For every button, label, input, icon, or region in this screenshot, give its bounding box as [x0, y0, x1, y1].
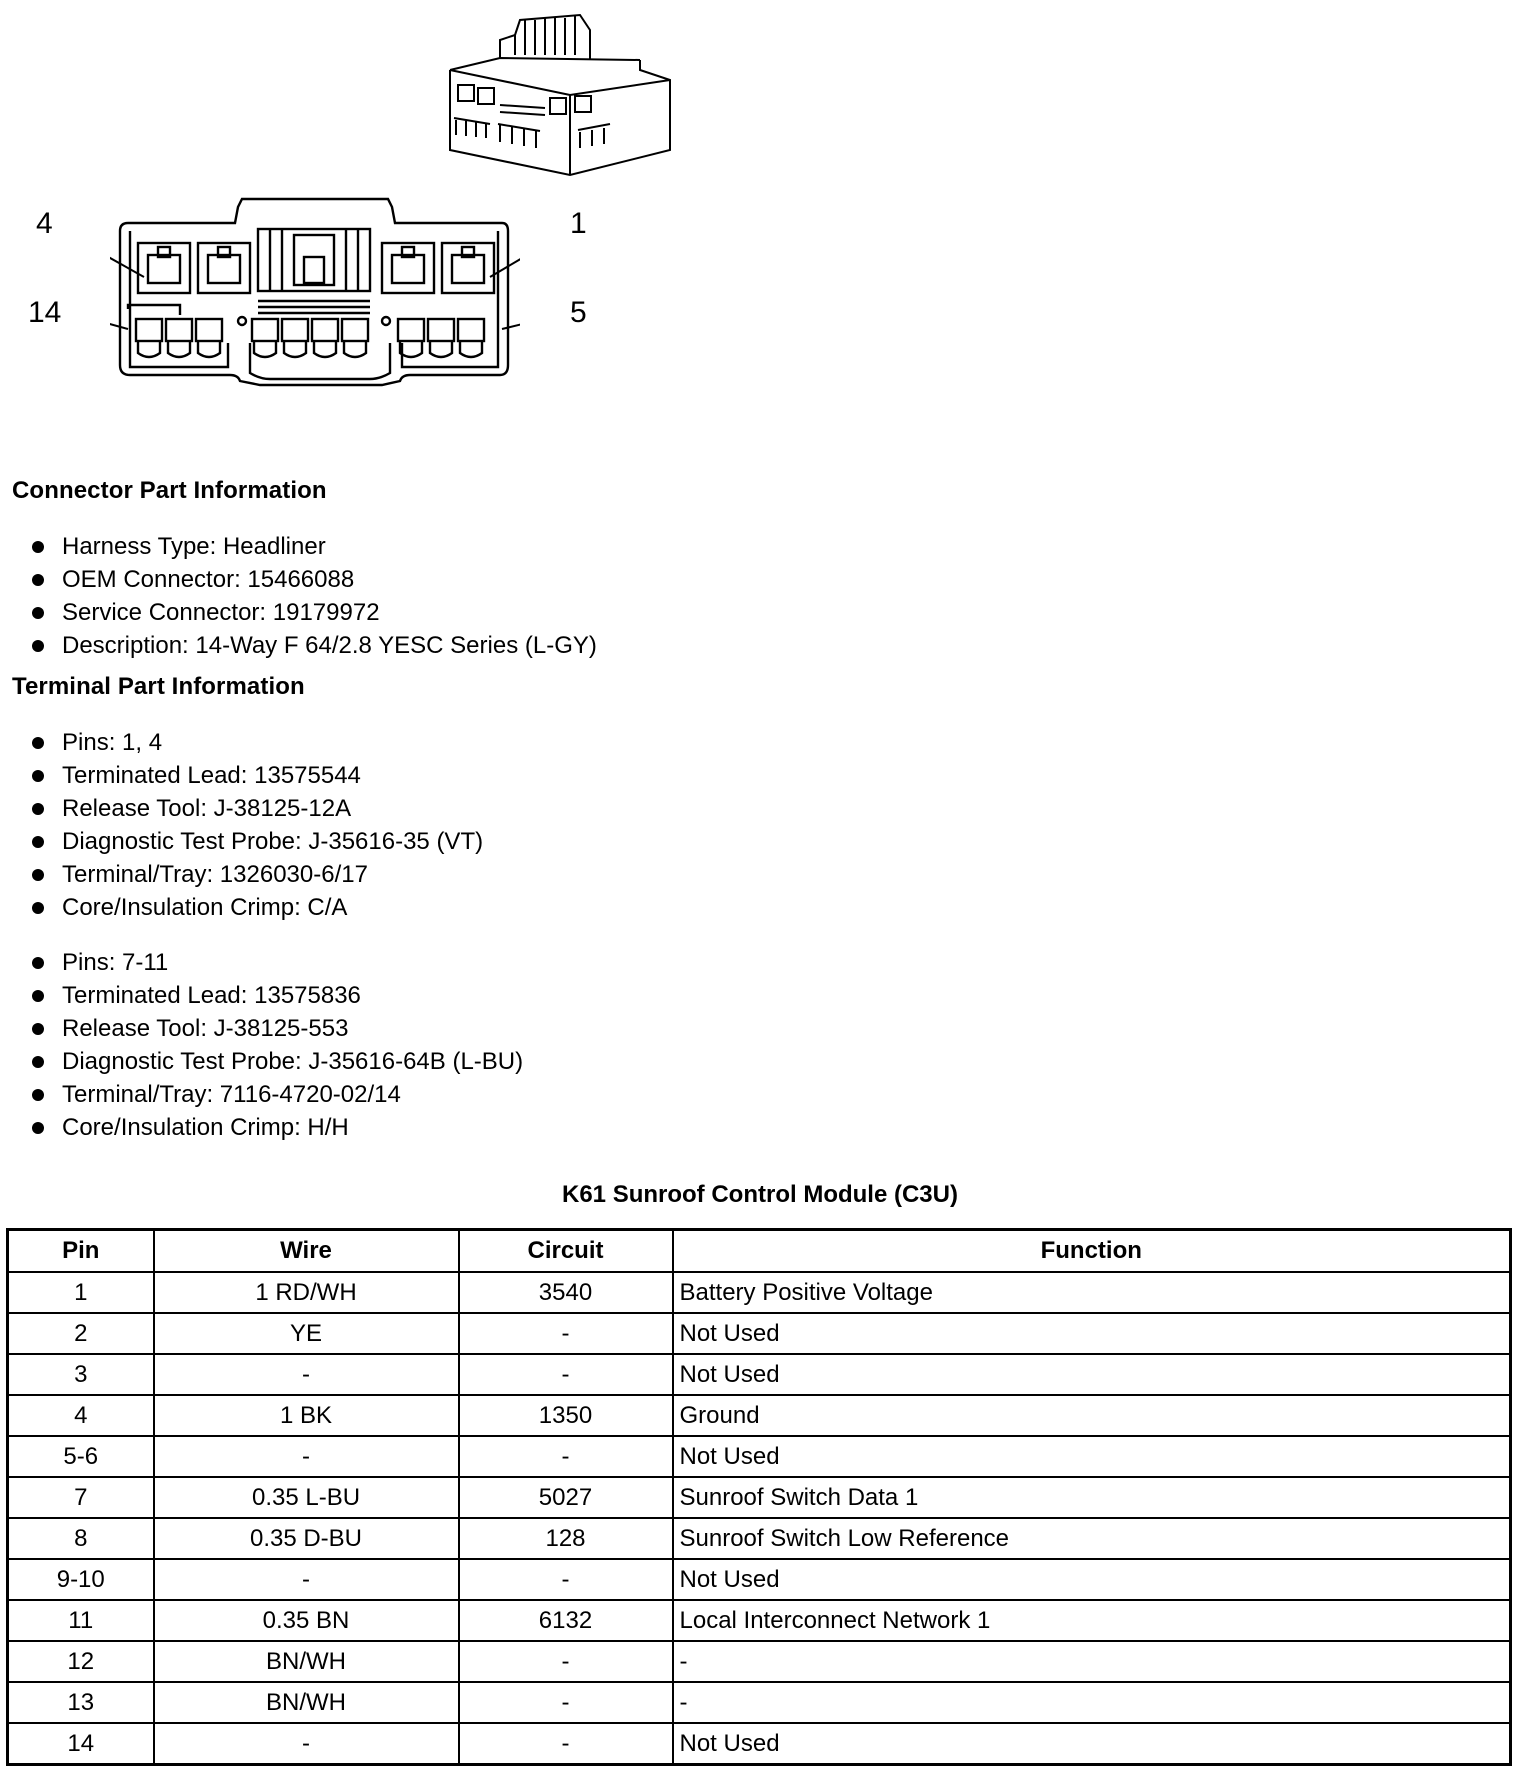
cell-wire: 1 RD/WH [154, 1272, 459, 1313]
table-row [8, 1682, 1511, 1723]
cell-wire: - [154, 1436, 459, 1477]
list-item: OEM Connector: 15466088 [30, 563, 597, 596]
table-row [8, 1272, 1511, 1313]
table-header-row [8, 1230, 1511, 1273]
cell-function: Sunroof Switch Data 1 [673, 1477, 1511, 1518]
cell-pin: 14 [8, 1723, 154, 1765]
table-row [8, 1600, 1511, 1641]
list-item: Service Connector: 19179972 [30, 596, 597, 629]
callout-pin-4: 4 [36, 207, 53, 240]
cell-function: Ground [673, 1395, 1511, 1436]
cell-function: Local Interconnect Network 1 [673, 1600, 1511, 1641]
table-row [8, 1395, 1511, 1436]
terminal-info-heading: Terminal Part Information [12, 673, 305, 700]
cell-circuit: - [459, 1313, 673, 1354]
cell-pin: 1 [8, 1272, 154, 1313]
list-item: Pins: 1, 4 [30, 726, 483, 759]
cell-function: Not Used [673, 1436, 1511, 1477]
cell-function: Sunroof Switch Low Reference [673, 1518, 1511, 1559]
cell-function: Not Used [673, 1354, 1511, 1395]
table-row [8, 1641, 1511, 1682]
column-header-circuit: Circuit [459, 1230, 673, 1273]
cell-pin: 8 [8, 1518, 154, 1559]
cell-circuit: - [459, 1436, 673, 1477]
column-header-pin: Pin [8, 1230, 154, 1273]
table-title: K61 Sunroof Control Module (C3U) [562, 1181, 958, 1208]
cell-function: Not Used [673, 1559, 1511, 1600]
terminal-info-list-1 [30, 726, 483, 924]
cell-circuit: 1350 [459, 1395, 673, 1436]
list-item: Release Tool: J-38125-553 [30, 1012, 523, 1045]
cell-function: - [673, 1641, 1511, 1682]
cell-wire: YE [154, 1313, 459, 1354]
cell-pin: 12 [8, 1641, 154, 1682]
pinout-table [6, 1228, 1512, 1766]
cell-wire: BN/WH [154, 1641, 459, 1682]
cell-pin: 7 [8, 1477, 154, 1518]
cell-function: Not Used [673, 1313, 1511, 1354]
cell-wire: - [154, 1559, 459, 1600]
cell-circuit: 128 [459, 1518, 673, 1559]
cell-pin: 4 [8, 1395, 154, 1436]
column-header-wire: Wire [154, 1230, 459, 1273]
cell-circuit: - [459, 1354, 673, 1395]
table-row [8, 1518, 1511, 1559]
connector-perspective-icon [440, 10, 680, 180]
list-item: Description: 14-Way F 64/2.8 YESC Series (L-GY) [30, 629, 597, 662]
cell-wire: 0.35 BN [154, 1600, 459, 1641]
cell-wire: - [154, 1354, 459, 1395]
list-item: Diagnostic Test Probe: J-35616-64B (L-BU) [30, 1045, 523, 1078]
cell-pin: 11 [8, 1600, 154, 1641]
list-item: Diagnostic Test Probe: J-35616-35 (VT) [30, 825, 483, 858]
cell-function: Not Used [673, 1723, 1511, 1765]
cell-circuit: - [459, 1559, 673, 1600]
cell-function: - [673, 1682, 1511, 1723]
cell-circuit: 3540 [459, 1272, 673, 1313]
cell-circuit: - [459, 1723, 673, 1765]
cell-pin: 2 [8, 1313, 154, 1354]
callout-pin-14: 14 [28, 296, 62, 329]
cell-pin: 3 [8, 1354, 154, 1395]
cell-circuit: 6132 [459, 1600, 673, 1641]
list-item: Terminal/Tray: 7116-4720-02/14 [30, 1078, 523, 1111]
list-item: Terminal/Tray: 1326030-6/17 [30, 858, 483, 891]
cell-pin: 13 [8, 1682, 154, 1723]
list-item: Release Tool: J-38125-12A [30, 792, 483, 825]
cell-wire: - [154, 1723, 459, 1765]
list-item: Terminated Lead: 13575544 [30, 759, 483, 792]
callout-pin-5: 5 [570, 296, 587, 329]
cell-circuit: - [459, 1682, 673, 1723]
table-row [8, 1313, 1511, 1354]
table-row [8, 1436, 1511, 1477]
list-item: Pins: 7-11 [30, 946, 523, 979]
callout-pin-1: 1 [570, 207, 587, 240]
column-header-function: Function [673, 1230, 1511, 1273]
cell-pin: 5-6 [8, 1436, 154, 1477]
cell-circuit: - [459, 1641, 673, 1682]
connector-info-heading: Connector Part Information [12, 477, 327, 504]
cell-pin: 9-10 [8, 1559, 154, 1600]
cell-wire: 0.35 L-BU [154, 1477, 459, 1518]
cell-function: Battery Positive Voltage [673, 1272, 1511, 1313]
terminal-info-list-2 [30, 946, 523, 1144]
list-item: Harness Type: Headliner [30, 530, 597, 563]
table-row [8, 1559, 1511, 1600]
cell-wire: 0.35 D-BU [154, 1518, 459, 1559]
connector-face-icon [110, 195, 520, 395]
cell-wire: BN/WH [154, 1682, 459, 1723]
table-row [8, 1723, 1511, 1765]
cell-circuit: 5027 [459, 1477, 673, 1518]
list-item: Core/Insulation Crimp: C/A [30, 891, 483, 924]
table-row [8, 1477, 1511, 1518]
connector-info-list [30, 530, 597, 662]
table-row [8, 1354, 1511, 1395]
cell-wire: 1 BK [154, 1395, 459, 1436]
list-item: Core/Insulation Crimp: H/H [30, 1111, 523, 1144]
list-item: Terminated Lead: 13575836 [30, 979, 523, 1012]
